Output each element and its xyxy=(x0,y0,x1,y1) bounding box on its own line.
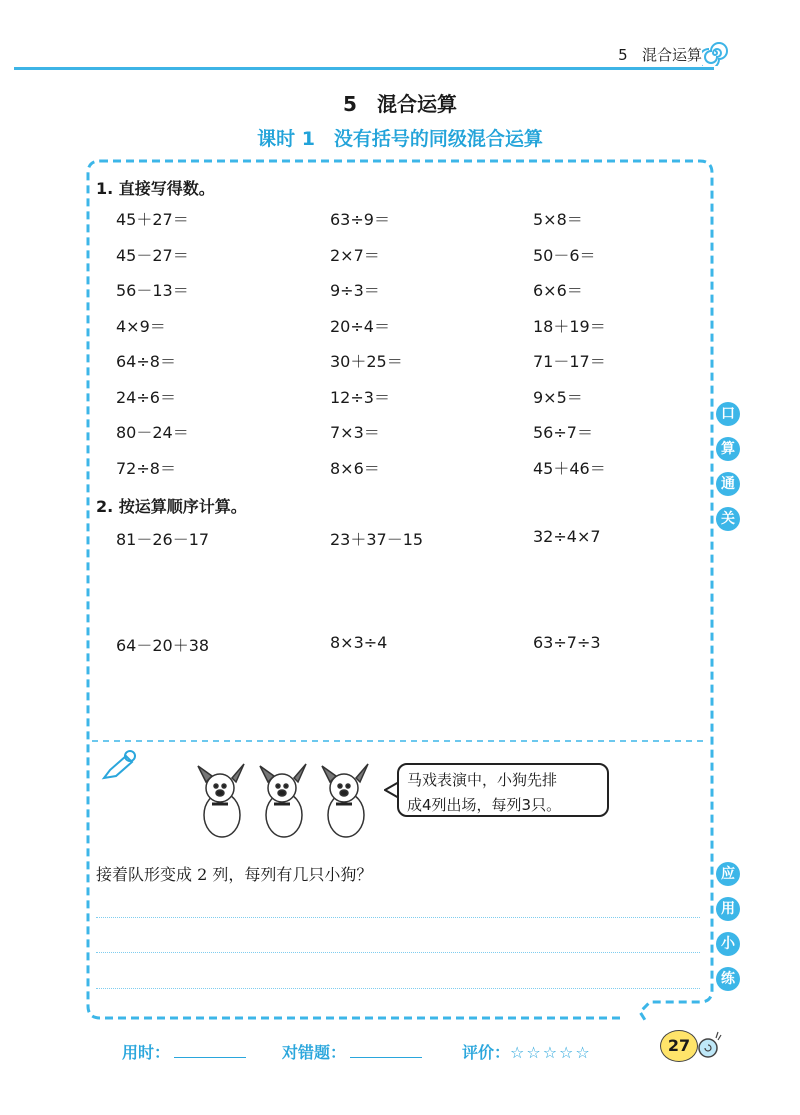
mental-math-expression: 4×9＝ xyxy=(116,316,166,336)
time-field xyxy=(122,1040,246,1063)
side-tab-mental-math xyxy=(714,402,744,542)
mental-math-expression: 80－24＝ xyxy=(116,423,189,442)
mental-math-expression: 50－6＝ xyxy=(533,245,596,265)
mental-math-expression: 8×6＝ xyxy=(330,458,380,478)
dogs-illustration xyxy=(190,760,390,850)
side-tab-char: 小 xyxy=(711,927,745,961)
chapter-title: 5 混合运算 xyxy=(343,92,457,116)
mental-math-expression: 12÷3＝ xyxy=(330,387,390,407)
calculation-expression: 64－20＋38 xyxy=(116,636,210,655)
word-problem: 接着队形变成 2 列，每列有几只小狗？ xyxy=(96,865,373,884)
rating-field xyxy=(462,1040,592,1063)
mental-math-expression: 24÷6＝ xyxy=(116,387,176,407)
calculation-expression: 8×3÷4 xyxy=(330,633,388,652)
side-tab-char: 关 xyxy=(711,502,745,536)
section1-title: 1. 直接写得数。 xyxy=(96,179,215,198)
side-tab-char: 用 xyxy=(711,892,745,926)
mental-math-expression: 64÷8＝ xyxy=(116,352,176,371)
dog-icon xyxy=(322,764,368,837)
mental-math-expression: 20÷4＝ xyxy=(330,316,390,336)
header-chapter-title: 混合运算 xyxy=(641,46,702,64)
lesson-subtitle: 课时 1 没有括号的同级混合运算 xyxy=(257,128,543,150)
correct-blank[interactable] xyxy=(350,1043,422,1058)
mental-math-expression: 30＋25＝ xyxy=(330,352,403,371)
mental-math-expression: 56÷7＝ xyxy=(533,423,593,442)
calculation-expression: 23＋37－15 xyxy=(330,530,424,549)
dog-icon xyxy=(260,764,306,837)
side-tab-char: 通 xyxy=(711,467,745,501)
side-tab-applied-practice xyxy=(714,862,744,1002)
mental-math-expression: 45＋46＝ xyxy=(533,458,606,478)
pencil-icon xyxy=(100,748,140,782)
mental-math-expression: 5×8＝ xyxy=(533,210,583,229)
correct-field xyxy=(282,1040,422,1063)
mental-math-expression: 45＋27＝ xyxy=(116,210,189,229)
mental-math-expression: 2×7＝ xyxy=(330,245,380,265)
time-label: 用时： xyxy=(122,1043,171,1062)
mental-math-expression: 6×6＝ xyxy=(533,281,583,300)
rating-label: 评价： xyxy=(462,1043,511,1062)
mental-math-expression: 9÷3＝ xyxy=(330,281,380,300)
calculation-expression: 63÷7÷3 xyxy=(533,633,601,652)
snail-icon xyxy=(696,1030,722,1060)
correct-label: 对错题： xyxy=(282,1043,347,1062)
mental-math-expression: 18＋19＝ xyxy=(533,316,606,336)
calculation-expression: 81－26－17 xyxy=(116,530,210,549)
mental-math-expression: 71－17＝ xyxy=(533,352,606,371)
rating-stars[interactable]: ☆☆☆☆☆ xyxy=(510,1043,592,1062)
speech-bubble: 马戏表演中，小狗先排 成4列出场，每列3只。 xyxy=(397,763,609,817)
answer-line[interactable] xyxy=(96,917,700,918)
section2-title: 2. 按运算顺序计算。 xyxy=(96,497,247,516)
answer-line[interactable] xyxy=(96,952,700,953)
side-tab-char: 算 xyxy=(711,432,745,466)
dog-icon xyxy=(198,764,244,837)
side-tab-char: 应 xyxy=(711,857,745,891)
mental-math-expression: 72÷8＝ xyxy=(116,458,176,478)
mental-math-expression: 7×3＝ xyxy=(330,423,380,442)
page-number: 27 xyxy=(660,1030,698,1062)
answer-line[interactable] xyxy=(96,988,700,989)
side-tab-char: 口 xyxy=(711,397,745,431)
mental-math-expression: 9×5＝ xyxy=(533,387,583,407)
time-blank[interactable] xyxy=(174,1043,246,1058)
mental-math-expression: 63÷9＝ xyxy=(330,210,390,229)
side-tab-char: 练 xyxy=(711,962,745,996)
mental-math-expression: 45－27＝ xyxy=(116,245,189,265)
header-chapter-number: 5 xyxy=(618,46,628,64)
calculation-expression: 32÷4×7 xyxy=(533,527,601,546)
mental-math-expression: 56－13＝ xyxy=(116,281,189,300)
